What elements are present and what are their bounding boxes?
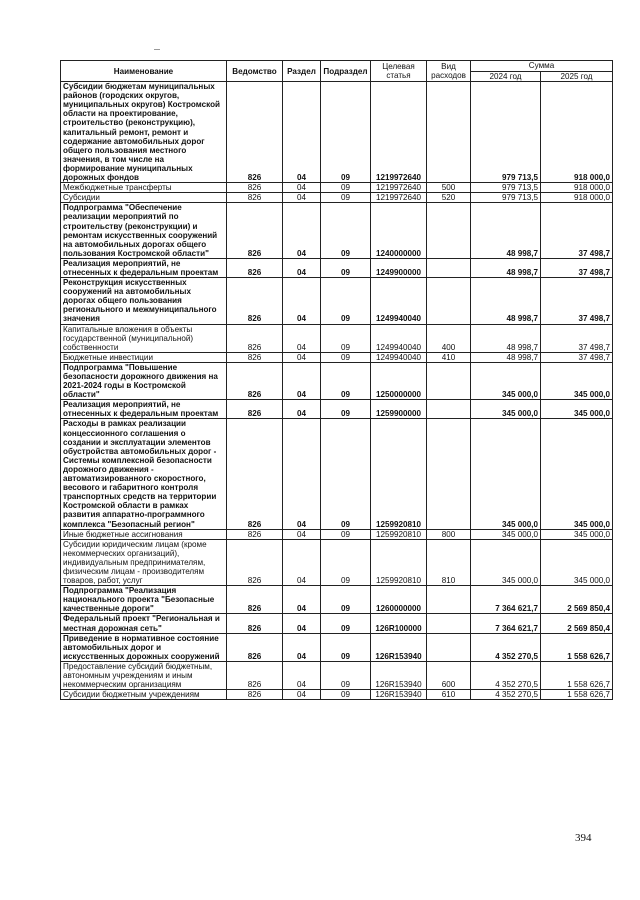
row-subsection-cell: 09 <box>321 614 371 633</box>
row-section-cell: 04 <box>283 614 321 633</box>
row-subsection-cell: 09 <box>321 258 371 277</box>
row-sum-2024-cell: 7 364 621,7 <box>471 586 541 614</box>
row-name-cell: Межбюджетные трансферты <box>61 183 227 193</box>
row-target-cell: 1260000000 <box>371 586 427 614</box>
header-dept: Ведомство <box>227 61 283 82</box>
row-name-cell: Расходы в рамках реализации концессионного соглашения о создании и эксплуатации элементов обустройства автомобильных дорог - Системы комплексной безопасности дорожного движения - автоматизированного скоростного, весового и габаритного контроля транспортных средств на территории Костромской области в рамках развития аппаратно-программного комплекса "Безопасный регион" <box>61 419 227 529</box>
row-section-cell: 04 <box>283 258 321 277</box>
table-row <box>61 324 613 352</box>
row-name-cell: Реализация мероприятий, не отнесенных к федеральным проектам <box>61 400 227 419</box>
table-row <box>61 400 613 419</box>
row-sum-2024-cell: 345 000,0 <box>471 529 541 539</box>
row-dept-cell: 826 <box>227 324 283 352</box>
row-target-cell: 126R153940 <box>371 661 427 689</box>
header-expense-type: Вид расходов <box>427 61 471 82</box>
row-section-cell: 04 <box>283 352 321 362</box>
row-expense-type-cell <box>427 203 471 259</box>
row-dept-cell: 826 <box>227 539 283 585</box>
table-row <box>61 258 613 277</box>
row-section-cell: 04 <box>283 362 321 399</box>
row-expense-type-cell <box>427 614 471 633</box>
row-sum-2024-cell: 4 352 270,5 <box>471 690 541 700</box>
row-name-cell: Приведение в нормативное состояние автомобильных дорог и искусственных дорожных сооружений <box>61 633 227 661</box>
row-section-cell: 04 <box>283 193 321 203</box>
row-sum-2025-cell: 345 000,0 <box>541 539 613 585</box>
row-sum-2025-cell: 345 000,0 <box>541 419 613 529</box>
row-dept-cell: 826 <box>227 183 283 193</box>
row-subsection-cell: 09 <box>321 183 371 193</box>
row-expense-type-cell: 600 <box>427 661 471 689</box>
row-section-cell: 04 <box>283 82 321 183</box>
row-name-cell: Субсидии юридическим лицам (кроме некоммерческих организаций), индивидуальным предпринимателям, физическим лицам - производителям товаров, работ, услуг <box>61 539 227 585</box>
row-sum-2024-cell: 4 352 270,5 <box>471 661 541 689</box>
row-sum-2025-cell: 37 498,7 <box>541 278 613 324</box>
row-sum-2025-cell: 1 558 626,7 <box>541 661 613 689</box>
row-subsection-cell: 09 <box>321 193 371 203</box>
row-sum-2024-cell: 48 998,7 <box>471 324 541 352</box>
row-subsection-cell: 09 <box>321 539 371 585</box>
row-dept-cell: 826 <box>227 419 283 529</box>
row-section-cell: 04 <box>283 633 321 661</box>
row-sum-2024-cell: 345 000,0 <box>471 362 541 399</box>
row-name-cell: Подпрограмма "Реализация национального проекта "Безопасные качественные дороги" <box>61 586 227 614</box>
row-sum-2025-cell: 345 000,0 <box>541 529 613 539</box>
row-subsection-cell: 09 <box>321 529 371 539</box>
row-sum-2025-cell: 918 000,0 <box>541 82 613 183</box>
row-dept-cell: 826 <box>227 258 283 277</box>
row-expense-type-cell <box>427 633 471 661</box>
row-subsection-cell: 09 <box>321 690 371 700</box>
table-row <box>61 203 613 259</box>
row-section-cell: 04 <box>283 278 321 324</box>
row-section-cell: 04 <box>283 661 321 689</box>
row-sum-2024-cell: 345 000,0 <box>471 539 541 585</box>
row-sum-2025-cell: 1 558 626,7 <box>541 690 613 700</box>
row-dept-cell: 826 <box>227 661 283 689</box>
row-name-cell: Подпрограмма "Обеспечение реализации мероприятий по строительству (реконструкции) и ремонтам искусственных сооружений на автомобильных дорогах общего пользования Костромской области" <box>61 203 227 259</box>
row-section-cell: 04 <box>283 419 321 529</box>
row-name-cell: Субсидии бюджетам муниципальных районов (городских округов, муниципальных округов) Костромской области на проектирование, строительство (реконструкцию), капитальный ремонт, ремонт и содержание автомобильных дорог общего пользования местного значения, в том числе на формирование муниципальных дорожных фондов <box>61 82 227 183</box>
row-dept-cell: 826 <box>227 586 283 614</box>
table-header <box>61 61 613 82</box>
row-dept-cell: 826 <box>227 400 283 419</box>
row-sum-2025-cell: 2 569 850,4 <box>541 586 613 614</box>
row-dept-cell: 826 <box>227 82 283 183</box>
header-target: Целевая статья <box>371 61 427 82</box>
table-row <box>61 82 613 183</box>
row-expense-type-cell <box>427 362 471 399</box>
row-name-cell: Капитальные вложения в объекты государственной (муниципальной) собственности <box>61 324 227 352</box>
row-expense-type-cell: 500 <box>427 183 471 193</box>
row-section-cell: 04 <box>283 586 321 614</box>
header-year-2024: 2024 год <box>471 72 541 82</box>
row-section-cell: 04 <box>283 324 321 352</box>
table-row <box>61 614 613 633</box>
row-target-cell: 1219972640 <box>371 82 427 183</box>
table-row <box>61 193 613 203</box>
row-section-cell: 04 <box>283 539 321 585</box>
row-name-cell: Реализация мероприятий, не отнесенных к федеральным проектам <box>61 258 227 277</box>
row-target-cell: 126R153940 <box>371 633 427 661</box>
table-row <box>61 352 613 362</box>
table-row <box>61 690 613 700</box>
row-expense-type-cell: 610 <box>427 690 471 700</box>
row-dept-cell: 826 <box>227 278 283 324</box>
row-target-cell: 1219972640 <box>371 183 427 193</box>
row-name-cell: Субсидии <box>61 193 227 203</box>
table-row <box>61 661 613 689</box>
table-row <box>61 586 613 614</box>
row-dept-cell: 826 <box>227 193 283 203</box>
row-dept-cell: 826 <box>227 529 283 539</box>
header-year-2025: 2025 год <box>541 72 613 82</box>
row-target-cell: 1240000000 <box>371 203 427 259</box>
row-sum-2024-cell: 345 000,0 <box>471 419 541 529</box>
row-sum-2025-cell: 1 558 626,7 <box>541 633 613 661</box>
row-sum-2025-cell: 2 569 850,4 <box>541 614 613 633</box>
row-subsection-cell: 09 <box>321 661 371 689</box>
row-subsection-cell: 09 <box>321 324 371 352</box>
row-dept-cell: 826 <box>227 362 283 399</box>
table-row <box>61 278 613 324</box>
table-body <box>61 82 613 700</box>
row-expense-type-cell <box>427 400 471 419</box>
row-dept-cell: 826 <box>227 690 283 700</box>
row-sum-2025-cell: 345 000,0 <box>541 362 613 399</box>
row-expense-type-cell <box>427 258 471 277</box>
row-subsection-cell: 09 <box>321 203 371 259</box>
row-target-cell: 1249940040 <box>371 352 427 362</box>
row-expense-type-cell <box>427 278 471 324</box>
row-sum-2025-cell: 345 000,0 <box>541 400 613 419</box>
row-sum-2025-cell: 37 498,7 <box>541 324 613 352</box>
row-target-cell: 1219972640 <box>371 193 427 203</box>
header-subsection: Подраздел <box>321 61 371 82</box>
row-sum-2024-cell: 48 998,7 <box>471 352 541 362</box>
row-sum-2025-cell: 37 498,7 <box>541 203 613 259</box>
table-row <box>61 362 613 399</box>
row-dept-cell: 826 <box>227 614 283 633</box>
table-row <box>61 183 613 193</box>
row-sum-2025-cell: 37 498,7 <box>541 352 613 362</box>
row-sum-2024-cell: 345 000,0 <box>471 400 541 419</box>
row-target-cell: 1249940040 <box>371 324 427 352</box>
row-name-cell: Реконструкция искусственных сооружений на автомобильных дорогах общего пользования регионального и межмуниципального значения <box>61 278 227 324</box>
row-sum-2024-cell: 979 713,5 <box>471 193 541 203</box>
table-row <box>61 539 613 585</box>
row-sum-2024-cell: 48 998,7 <box>471 258 541 277</box>
header-name: Наименование <box>61 61 227 82</box>
row-sum-2024-cell: 48 998,7 <box>471 203 541 259</box>
row-subsection-cell: 09 <box>321 586 371 614</box>
budget-table <box>60 60 613 700</box>
row-section-cell: 04 <box>283 203 321 259</box>
row-section-cell: 04 <box>283 183 321 193</box>
row-expense-type-cell <box>427 82 471 183</box>
row-sum-2024-cell: 4 352 270,5 <box>471 633 541 661</box>
row-target-cell: 126R100000 <box>371 614 427 633</box>
row-expense-type-cell: 400 <box>427 324 471 352</box>
row-name-cell: Подпрограмма "Повышение безопасности дорожного движения на 2021-2024 годы в Костромской области" <box>61 362 227 399</box>
page-number: 394 <box>575 832 592 844</box>
row-expense-type-cell: 410 <box>427 352 471 362</box>
row-subsection-cell: 09 <box>321 82 371 183</box>
row-section-cell: 04 <box>283 529 321 539</box>
row-section-cell: 04 <box>283 400 321 419</box>
table-row <box>61 633 613 661</box>
row-sum-2025-cell: 918 000,0 <box>541 193 613 203</box>
row-target-cell: 1259920810 <box>371 539 427 585</box>
row-dept-cell: 826 <box>227 203 283 259</box>
row-subsection-cell: 09 <box>321 362 371 399</box>
header-sum: Сумма <box>471 61 613 72</box>
table-row <box>61 529 613 539</box>
row-subsection-cell: 09 <box>321 278 371 324</box>
row-dept-cell: 826 <box>227 352 283 362</box>
row-target-cell: 1259920810 <box>371 419 427 529</box>
row-name-cell: Иные бюджетные ассигнования <box>61 529 227 539</box>
row-subsection-cell: 09 <box>321 400 371 419</box>
row-expense-type-cell: 810 <box>427 539 471 585</box>
row-target-cell: 1259920810 <box>371 529 427 539</box>
row-sum-2024-cell: 48 998,7 <box>471 278 541 324</box>
row-subsection-cell: 09 <box>321 633 371 661</box>
row-subsection-cell: 09 <box>321 419 371 529</box>
row-subsection-cell: 09 <box>321 352 371 362</box>
row-sum-2024-cell: 979 713,5 <box>471 82 541 183</box>
row-expense-type-cell <box>427 419 471 529</box>
row-sum-2024-cell: 979 713,5 <box>471 183 541 193</box>
row-dept-cell: 826 <box>227 633 283 661</box>
row-expense-type-cell: 800 <box>427 529 471 539</box>
header-section: Раздел <box>283 61 321 82</box>
row-target-cell: 1249940040 <box>371 278 427 324</box>
row-target-cell: 1250000000 <box>371 362 427 399</box>
table-row <box>61 419 613 529</box>
row-section-cell: 04 <box>283 690 321 700</box>
row-expense-type-cell: 520 <box>427 193 471 203</box>
row-sum-2025-cell: 37 498,7 <box>541 258 613 277</box>
row-expense-type-cell <box>427 586 471 614</box>
scan-mark <box>154 49 160 50</box>
row-target-cell: 1249900000 <box>371 258 427 277</box>
row-target-cell: 1259900000 <box>371 400 427 419</box>
row-name-cell: Бюджетные инвестиции <box>61 352 227 362</box>
row-target-cell: 126R153940 <box>371 690 427 700</box>
row-name-cell: Субсидии бюджетным учреждениям <box>61 690 227 700</box>
row-name-cell: Федеральный проект "Региональная и местная дорожная сеть" <box>61 614 227 633</box>
row-sum-2025-cell: 918 000,0 <box>541 183 613 193</box>
row-name-cell: Предоставление субсидий бюджетным, автономным учреждениям и иным некоммерческим организациям <box>61 661 227 689</box>
row-sum-2024-cell: 7 364 621,7 <box>471 614 541 633</box>
